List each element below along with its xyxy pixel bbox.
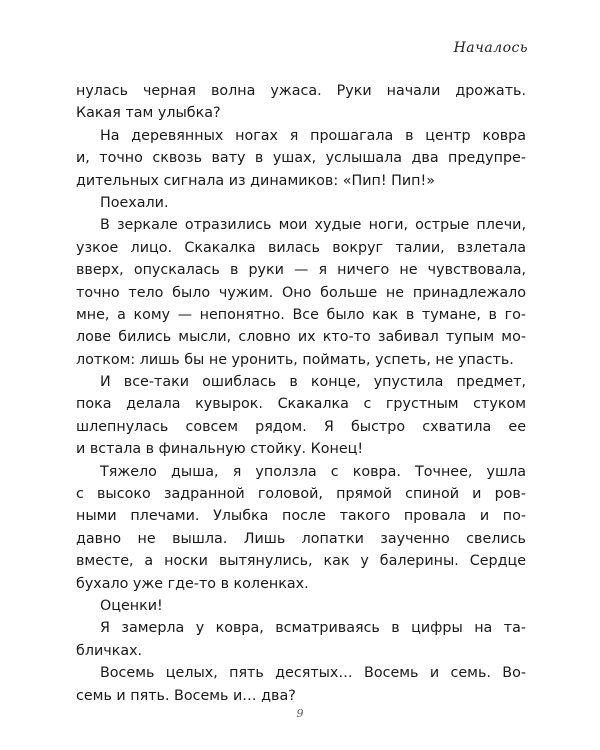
text-line: бухало уже где-то в коленках. — [76, 575, 309, 592]
text-line: с высоко задранной головой, прямой спиной и ров- — [76, 486, 526, 503]
text-line: мне, а кому — непонятно. Все было как в тумане, в го- — [76, 306, 526, 323]
text-line: и встала в финальную стойку. Конец! — [76, 441, 364, 458]
text-line: Поехали. — [100, 194, 169, 211]
running-head: Началось — [453, 40, 528, 56]
text-line: На деревянных ногах я прошагала в центр ковра — [100, 127, 526, 144]
text-line: Я замерла у ковра, всматриваясь в цифры на та- — [100, 620, 526, 637]
text-line: Тяжело дыша, я уползла с ковра. Точнее, ушла — [100, 463, 526, 480]
text-line: И все-таки ошиблась в конце, упустила предмет, — [100, 374, 526, 391]
text-line: лотком: лишь бы не уронить, поймать, успеть, не упасть. — [76, 351, 514, 368]
text-line: лове бились мысли, словно их кто-то забивал тупым мо- — [76, 329, 526, 346]
text-line: дительных сигнала из динамиков: «Пип! Пип!» — [76, 172, 435, 189]
text-line: давно не вышла. Лишь лопатки заученно свелись — [76, 530, 526, 547]
text-line: Восемь целых, пять десятых… Восемь и семь. Во- — [100, 665, 526, 682]
text-line: точно тело было чужим. Оно больше не принадлежало — [76, 284, 526, 301]
text-line: ными плечами. Улыбка после такого провала и по- — [76, 508, 526, 525]
text-line: бличках. — [76, 642, 143, 659]
body-text — [76, 80, 526, 707]
text-line: шлепнулась совсем рядом. Я быстро схватила ее — [76, 418, 526, 435]
text-line: узкое лицо. Скакалка вилась вокруг талии, взлетала — [76, 239, 526, 256]
text-line: пока делала кувырок. Скакалка с грустным стуком — [76, 396, 526, 413]
text-line: Какая там улыбка? — [76, 105, 221, 122]
text-line: и, точно сквозь вату в ушах, услышала два предупре- — [76, 150, 526, 167]
text-line: вверх, опускалась в руки — я ничего не чувствовала, — [76, 262, 526, 279]
text-line: семь и пять. Восемь и… два? — [76, 687, 296, 704]
text-line: Оценки! — [100, 597, 163, 614]
text-line: нулась черная волна ужаса. Руки начали дрожать. — [76, 83, 526, 99]
page-number: 9 — [296, 707, 304, 720]
text-line: вместе, а носки вытянулись, как у балерины. Сердце — [76, 553, 526, 570]
text-line: В зеркале отразились мои худые ноги, острые плечи, — [100, 217, 526, 234]
